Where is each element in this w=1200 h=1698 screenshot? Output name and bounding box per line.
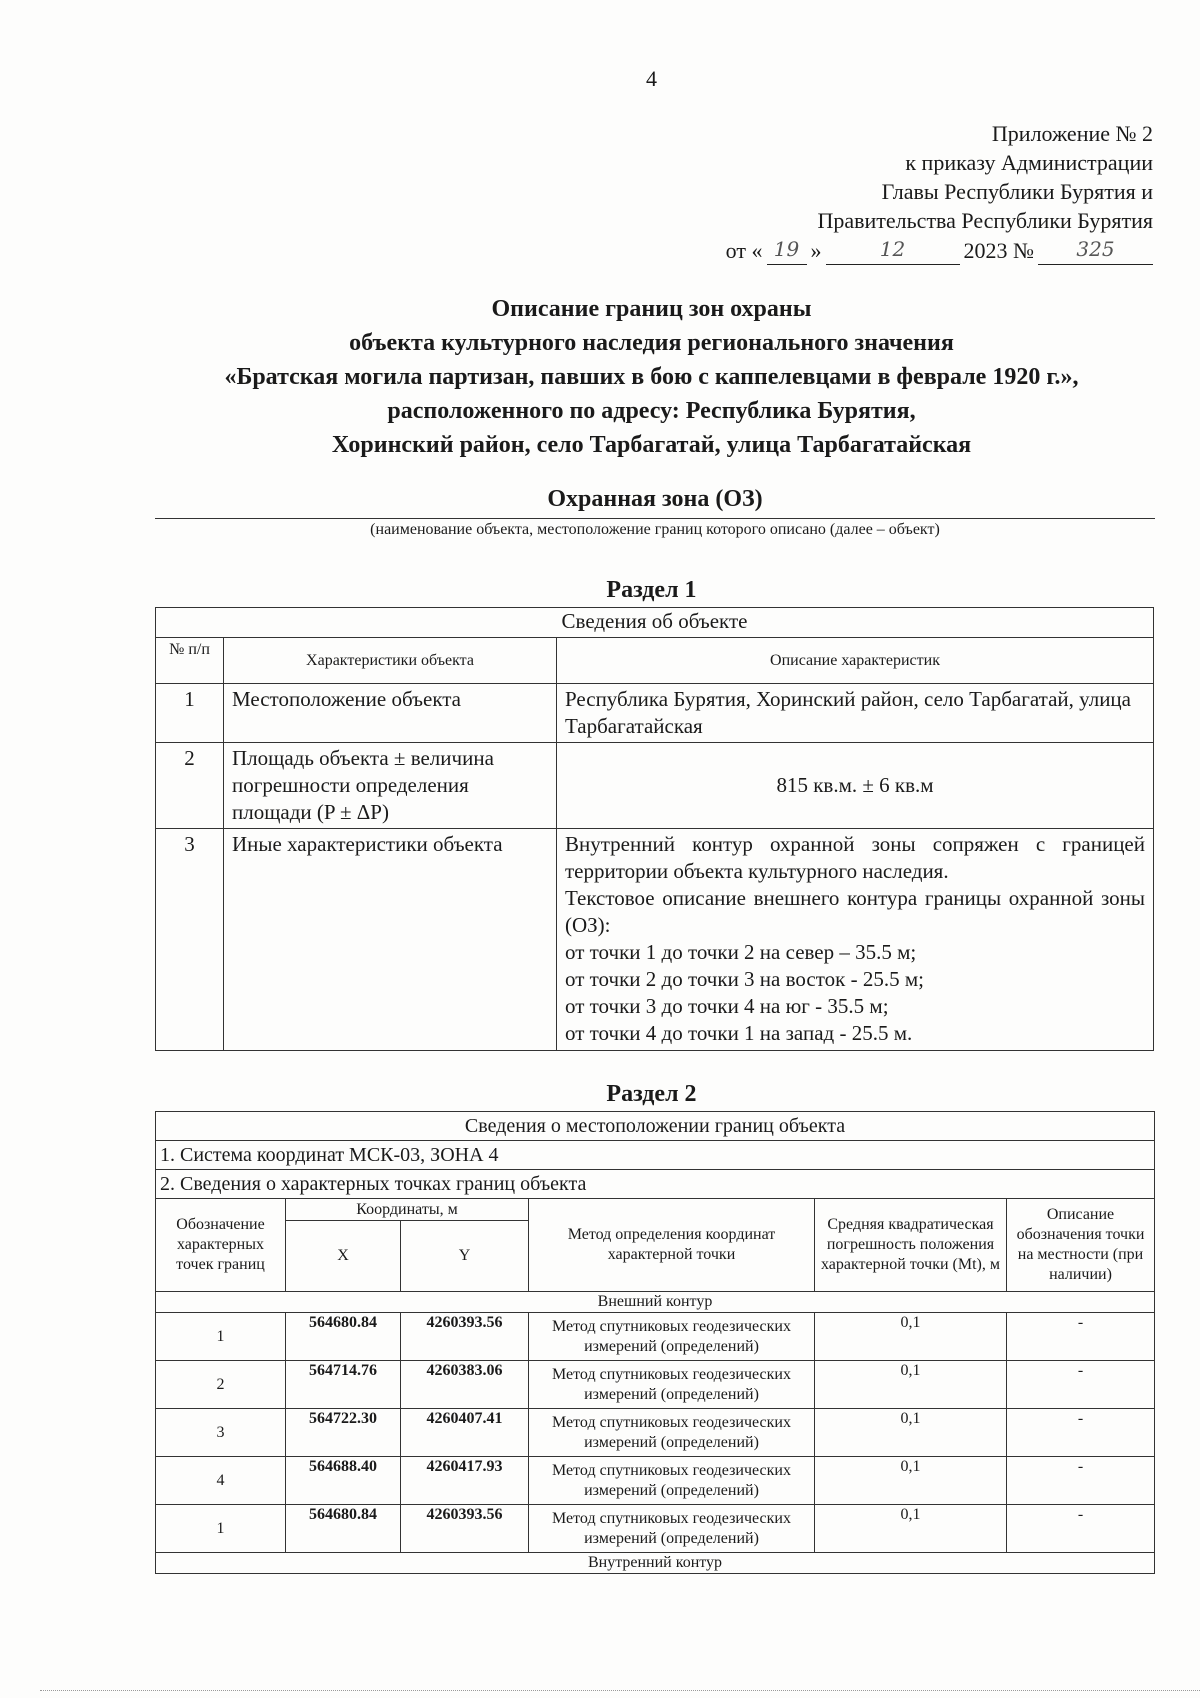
appendix-header (726, 119, 1153, 265)
title-line: расположенного по адресу: Республика Бурятия, (387, 398, 916, 424)
order-month: 12 (826, 235, 960, 265)
section1-heading: Раздел 1 (606, 577, 697, 603)
page-number: 4 (646, 66, 657, 91)
point-y: 4260393.56 (401, 1505, 529, 1553)
table-row (156, 1361, 1155, 1409)
table-row (156, 1313, 1155, 1361)
point-desc: - (1007, 1505, 1155, 1553)
description-line: Внутренний контур охранной зоны сопряжен с границей территории объекта культурного наследия. (565, 832, 1145, 883)
title-line: объекта культурного наследия регионального значения (349, 330, 954, 356)
table-row (156, 1409, 1155, 1457)
zone-underline (155, 518, 1155, 519)
order-day: 19 (767, 235, 807, 265)
date-prefix: от « (725, 238, 763, 263)
table-row (156, 1505, 1155, 1553)
point-desc: - (1007, 1409, 1155, 1457)
row-characteristic: Площадь объекта ± величина погрешности определения площади (P ± ΔP) (224, 743, 557, 829)
zone-title: Охранная зона (ОЗ) (547, 486, 763, 512)
col-header-method: Метод определения координат характерной точки (529, 1199, 815, 1292)
point-desc: - (1007, 1457, 1155, 1505)
appendix-line: Главы Республики Бурятия и (881, 179, 1153, 204)
document-title (0, 292, 1200, 462)
row-description: 815 кв.м. ± 6 кв.м (557, 743, 1154, 829)
col-header-y: Y (401, 1221, 529, 1292)
row-num: 3 (156, 829, 224, 1051)
col-header-characteristic: Характеристики объекта (224, 638, 557, 684)
row-characteristic: Иные характеристики объекта (224, 829, 557, 1051)
table-row (156, 684, 1154, 743)
outer-contour-label: Внешний контур (156, 1292, 1155, 1313)
point-id: 1 (156, 1313, 286, 1361)
point-method: Метод спутниковых геодезических измерений (определений) (529, 1361, 815, 1409)
col-header-coords: Координаты, м (286, 1199, 529, 1221)
section1-caption: Сведения об объекте (156, 608, 1154, 638)
appendix-line: к приказу Администрации (905, 150, 1153, 175)
table-row (156, 829, 1154, 1051)
title-line: Описание границ зон охраны (491, 296, 812, 322)
section2-caption: Сведения о местоположении границ объекта (156, 1112, 1155, 1141)
points-caption: 2. Сведения о характерных точках границ объекта (156, 1170, 1155, 1199)
point-x: 564722.30 (286, 1409, 401, 1457)
point-x: 564680.84 (286, 1505, 401, 1553)
coord-system: 1. Система координат МСК-03, ЗОНА 4 (156, 1141, 1155, 1170)
row-num: 2 (156, 743, 224, 829)
point-mt: 0,1 (815, 1409, 1007, 1457)
row-description (557, 829, 1154, 1051)
page-bottom-edge (40, 1690, 1200, 1691)
order-date-line (726, 235, 1153, 265)
point-method: Метод спутниковых геодезических измерений (определений) (529, 1409, 815, 1457)
point-x: 564688.40 (286, 1457, 401, 1505)
point-y: 4260407.41 (401, 1409, 529, 1457)
point-mt: 0,1 (815, 1313, 1007, 1361)
point-desc: - (1007, 1361, 1155, 1409)
point-id: 2 (156, 1361, 286, 1409)
point-y: 4260393.56 (401, 1313, 529, 1361)
point-id: 3 (156, 1409, 286, 1457)
point-x: 564680.84 (286, 1313, 401, 1361)
point-method: Метод спутниковых геодезических измерений (определений) (529, 1505, 815, 1553)
appendix-line: Приложение № 2 (991, 121, 1153, 146)
point-id: 1 (156, 1505, 286, 1553)
table-row (156, 743, 1154, 829)
point-mt: 0,1 (815, 1361, 1007, 1409)
row-characteristic: Местоположение объекта (224, 684, 557, 743)
point-method: Метод спутниковых геодезических измерений (определений) (529, 1313, 815, 1361)
point-method: Метод спутниковых геодезических измерений (определений) (529, 1457, 815, 1505)
order-year: 2023 № (963, 238, 1034, 263)
point-mt: 0,1 (815, 1457, 1007, 1505)
section2-heading: Раздел 2 (606, 1081, 697, 1107)
order-number: 325 (1038, 235, 1153, 265)
col-header-designation: Обозначение характерных точек границ (156, 1199, 286, 1292)
point-y: 4260383.06 (401, 1361, 529, 1409)
point-id: 4 (156, 1457, 286, 1505)
title-line: Хоринский район, село Тарбагатай, улица Тарбагатайская (331, 432, 972, 458)
col-header-desc: Описание обозначения точки на местности (при наличии) (1007, 1199, 1155, 1292)
table-row (156, 1457, 1155, 1505)
description-line: от точки 2 до точки 3 на восток - 25.5 м; (565, 967, 924, 991)
col-header-description: Описание характеристик (557, 638, 1154, 684)
section1-table (155, 607, 1154, 1051)
col-header-x: X (286, 1221, 401, 1292)
point-mt: 0,1 (815, 1505, 1007, 1553)
description-line: от точки 4 до точки 1 на запад - 25.5 м. (565, 1021, 913, 1045)
title-line: «Братская могила партизан, павших в бою с каппелевцами в феврале 1920 г.», (224, 364, 1079, 390)
row-description: Республика Бурятия, Хоринский район, село Тарбагатай, улица Тарбагатайская (557, 684, 1154, 743)
description-line: от точки 1 до точки 2 на север – 35.5 м; (565, 940, 917, 964)
col-header-num: № п/п (156, 638, 224, 684)
zone-note: (наименование объекта, местоположение границ которого описано (далее – объект) (370, 521, 940, 538)
point-x: 564714.76 (286, 1361, 401, 1409)
col-header-error: Средняя квадратическая погрешность положения характерной точки (Mt), м (815, 1199, 1007, 1292)
date-mid: » (810, 238, 822, 263)
point-desc: - (1007, 1313, 1155, 1361)
point-y: 4260417.93 (401, 1457, 529, 1505)
description-line: Текстовое описание внешнего контура границы охранной зоны (ОЗ): (565, 886, 1145, 937)
section2-table (155, 1111, 1155, 1574)
row-num: 1 (156, 684, 224, 743)
inner-contour-label: Внутренний контур (156, 1553, 1155, 1574)
description-line: от точки 3 до точки 4 на юг - 35.5 м; (565, 994, 889, 1018)
appendix-line: Правительства Республики Бурятия (817, 208, 1153, 233)
